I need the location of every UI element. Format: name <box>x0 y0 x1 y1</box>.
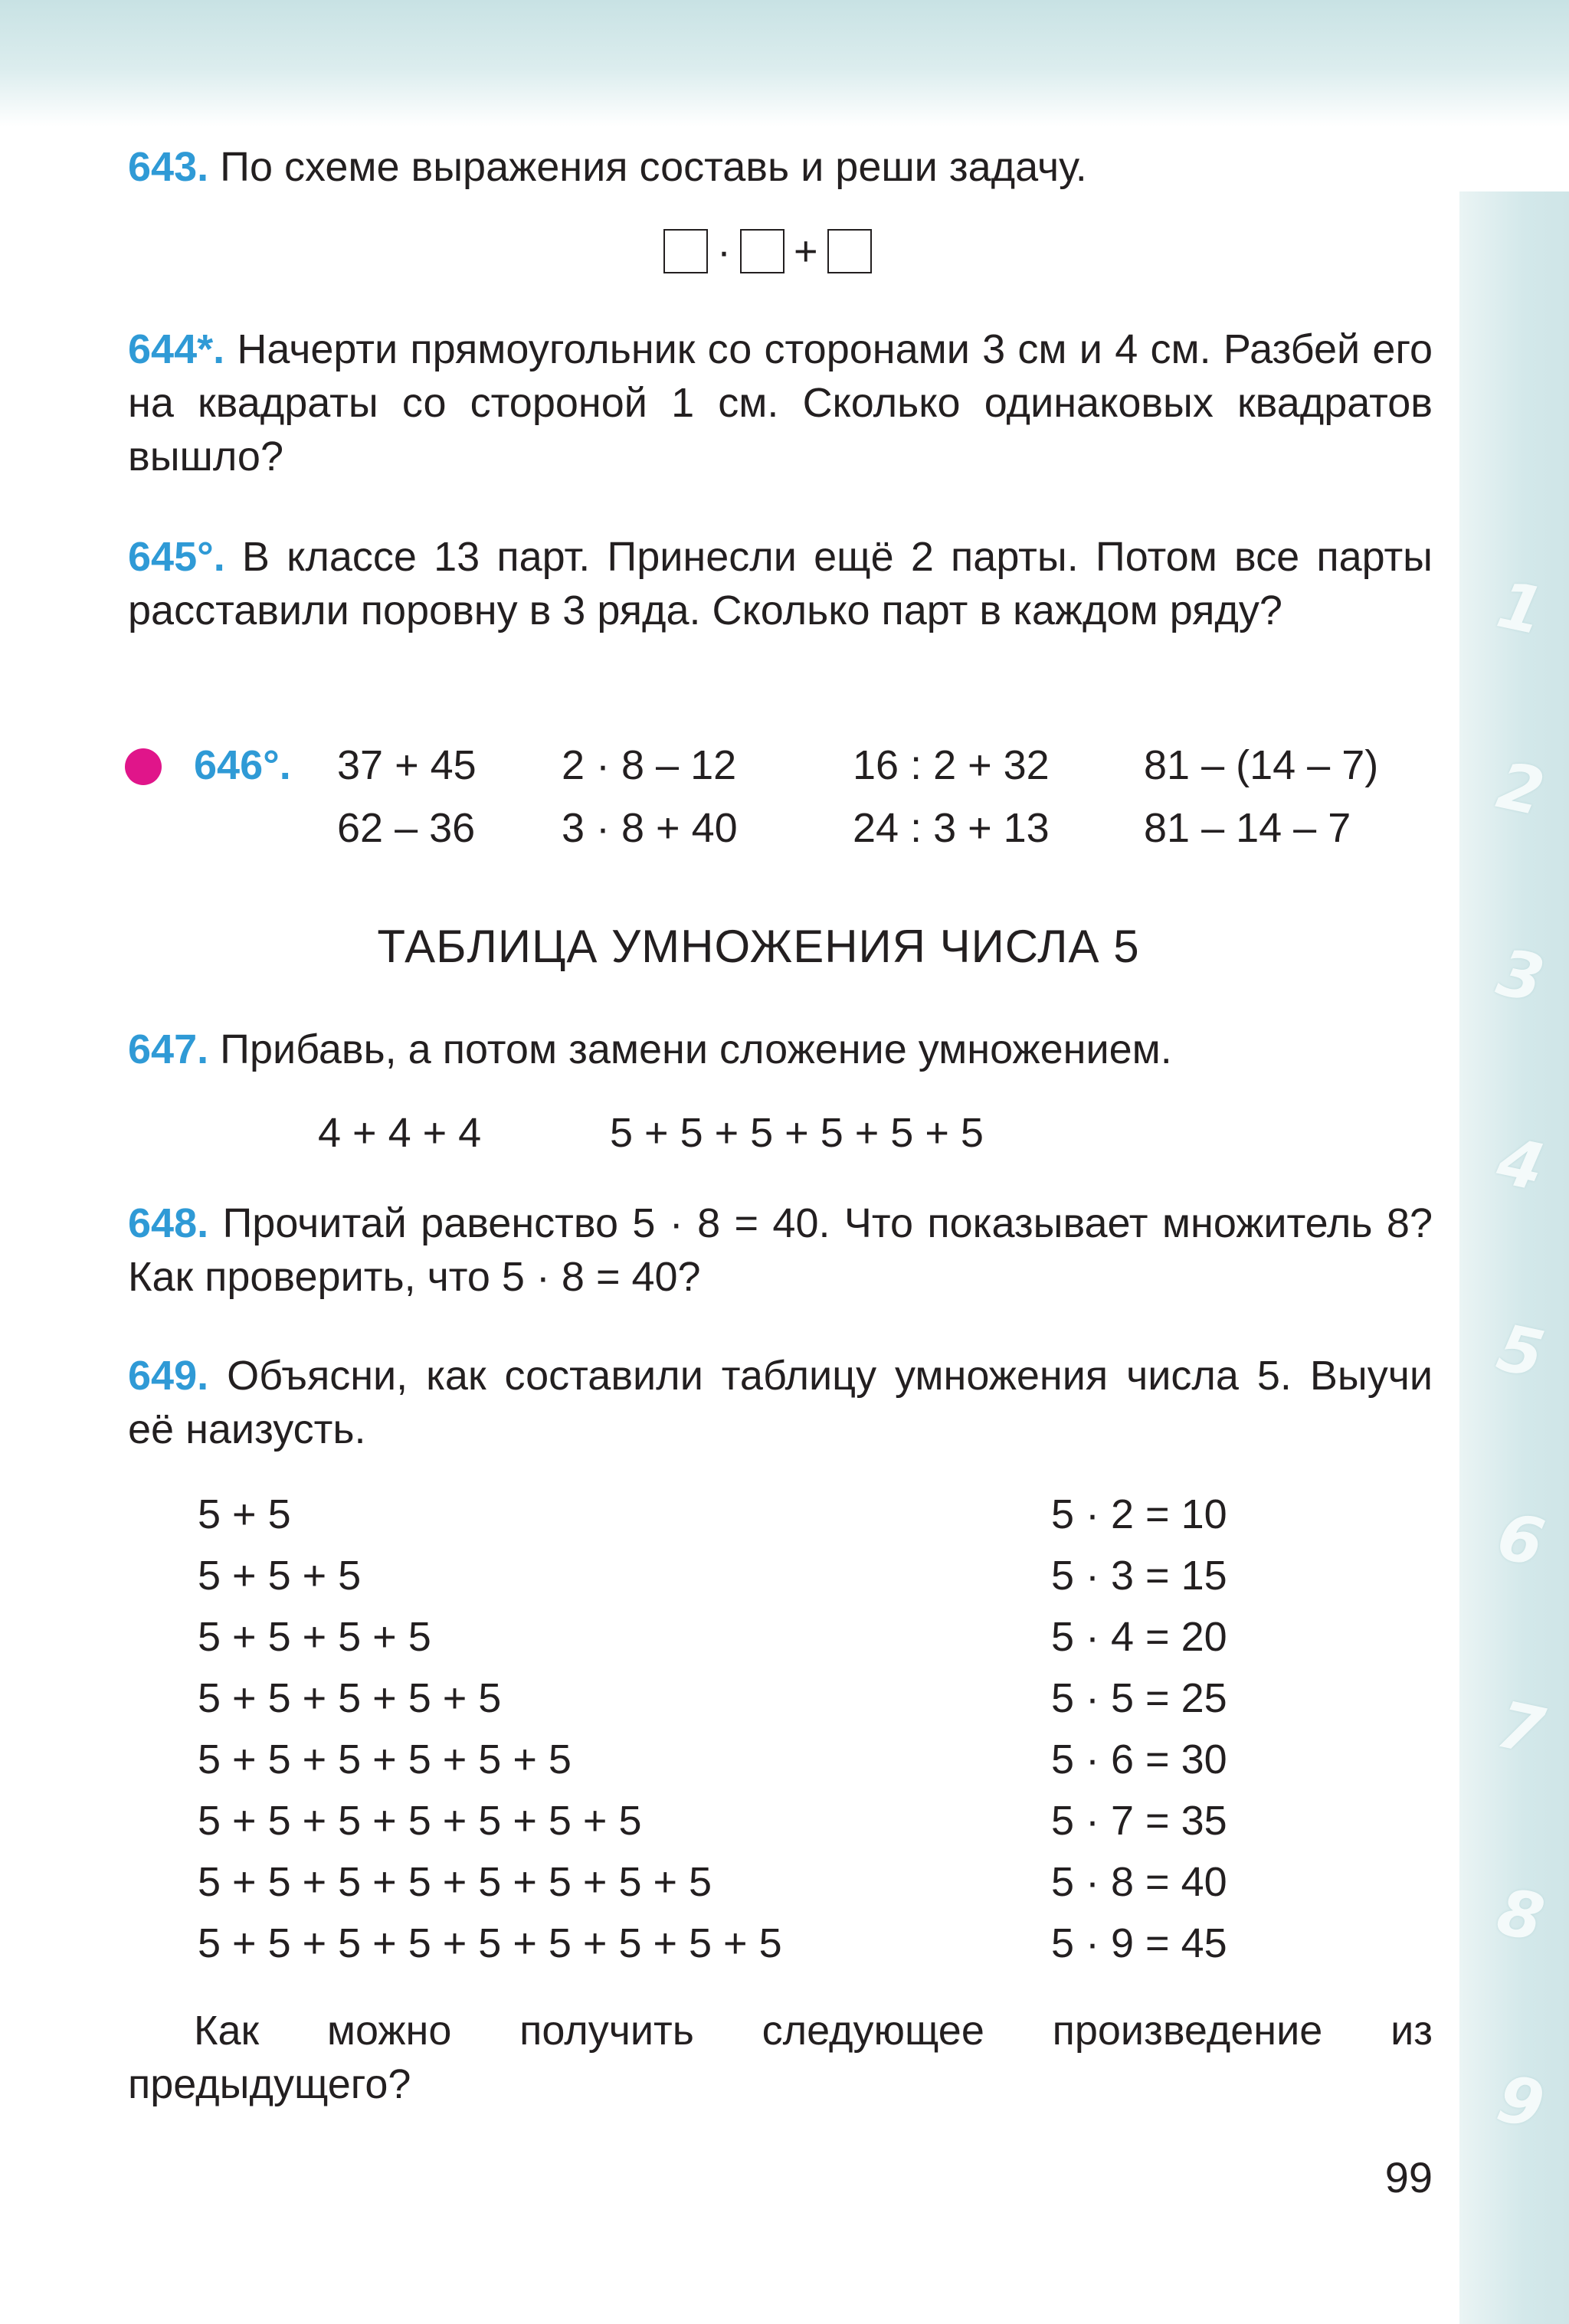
task-text: Начерти прямоугольник со сторонами 3 см и 4 см. Разбей его на квадраты со стороной 1 см. Сколько одинаковых квадратов вышло? <box>128 326 1433 480</box>
task-text: Прибавь, а потом замени сложение умножением. <box>220 1026 1172 1072</box>
empty-box <box>740 229 784 273</box>
empty-box <box>827 229 872 273</box>
sum-row: 5 + 5 + 5 <box>198 1553 362 1599</box>
section-title: ТАБЛИЦА УМНОЖЕНИЯ ЧИСЛА 5 <box>377 921 1140 972</box>
sum-row: 5 + 5 + 5 + 5 + 5 + 5 <box>198 1736 572 1782</box>
task-text: В классе 13 парт. Принесли ещё 2 парты. Потом все парты расставили поровну в 3 ряда. Сколько парт в каждом ряду? <box>128 534 1433 633</box>
sum-row: 5 + 5 + 5 + 5 + 5 <box>198 1675 502 1721</box>
task-number: 643. <box>128 144 209 190</box>
bullet-dot <box>125 748 162 785</box>
task-text: По схеме выражения составь и реши задачу. <box>220 144 1087 190</box>
product-row: 5 · 5 = 25 <box>1051 1675 1227 1721</box>
page-number: 99 <box>1384 2153 1433 2201</box>
task-643 <box>128 140 1433 194</box>
expr-646-7: 24 : 3 + 13 <box>853 805 1050 851</box>
schema-operator: · <box>717 228 731 274</box>
side-tab-4: 4 <box>1491 1122 1551 1206</box>
task-text: Прочитай равенство 5 · 8 = 40. Что показывает множитель 8? Как проверить, что 5 · 8 = 40? <box>128 1200 1433 1300</box>
task-number: 647. <box>128 1026 209 1072</box>
task-number: 645°. <box>128 534 225 580</box>
task-number: 648. <box>128 1200 209 1246</box>
expr-646-6: 3 · 8 + 40 <box>562 805 738 851</box>
product-row: 5 · 6 = 30 <box>1051 1736 1227 1782</box>
task-649 <box>128 1349 1433 1456</box>
sum-row: 5 + 5 + 5 + 5 + 5 + 5 + 5 + 5 + 5 <box>198 1920 782 1966</box>
expression-schema <box>663 224 872 278</box>
expr-647-2: 5 + 5 + 5 + 5 + 5 + 5 <box>610 1110 984 1156</box>
task-649-question: Как можно получить следующее произведение из предыдущего? <box>128 2008 1433 2107</box>
task-text: Объясни, как составили таблицу умножения числа 5. Выучи её наизусть. <box>128 1353 1433 1452</box>
task-number: 649. <box>128 1353 209 1399</box>
side-tab-9: 9 <box>1491 2060 1551 2144</box>
task-647 <box>128 1023 1433 1076</box>
side-tab-3: 3 <box>1491 934 1551 1018</box>
expr-646-4: 81 – (14 – 7) <box>1144 742 1379 788</box>
product-row: 5 · 9 = 45 <box>1051 1920 1227 1966</box>
task-number-646: 646°. <box>194 742 291 788</box>
product-row: 5 · 3 = 15 <box>1051 1553 1227 1599</box>
task-644 <box>128 322 1433 483</box>
product-row: 5 · 4 = 20 <box>1051 1614 1227 1660</box>
side-tab-5: 5 <box>1491 1309 1551 1393</box>
expr-646-3: 16 : 2 + 32 <box>853 742 1050 788</box>
product-row: 5 · 7 = 35 <box>1051 1798 1227 1844</box>
side-tab-1: 1 <box>1491 566 1551 650</box>
task-648 <box>128 1196 1433 1304</box>
product-row: 5 · 8 = 40 <box>1051 1859 1227 1905</box>
expr-646-8: 81 – 14 – 7 <box>1144 805 1351 851</box>
sum-row: 5 + 5 + 5 + 5 <box>198 1614 431 1660</box>
expr-646-2: 2 · 8 – 12 <box>562 742 737 788</box>
expr-646-5: 62 – 36 <box>337 805 476 851</box>
sum-row: 5 + 5 + 5 + 5 + 5 + 5 + 5 + 5 <box>198 1859 712 1905</box>
task-number: 644*. <box>128 326 225 372</box>
sum-row: 5 + 5 <box>198 1491 291 1537</box>
side-tab-7: 7 <box>1491 1686 1551 1770</box>
side-tab-8: 8 <box>1491 1873 1551 1957</box>
schema-operator: + <box>793 228 818 274</box>
side-tab-6: 6 <box>1491 1498 1551 1582</box>
task-645 <box>128 530 1433 637</box>
empty-box <box>663 229 708 273</box>
expr-646-1: 37 + 45 <box>337 742 477 788</box>
expr-647-1: 4 + 4 + 4 <box>318 1110 482 1156</box>
side-tab-2: 2 <box>1491 747 1551 831</box>
sum-row: 5 + 5 + 5 + 5 + 5 + 5 + 5 <box>198 1798 642 1844</box>
product-row: 5 · 2 = 10 <box>1051 1491 1227 1537</box>
